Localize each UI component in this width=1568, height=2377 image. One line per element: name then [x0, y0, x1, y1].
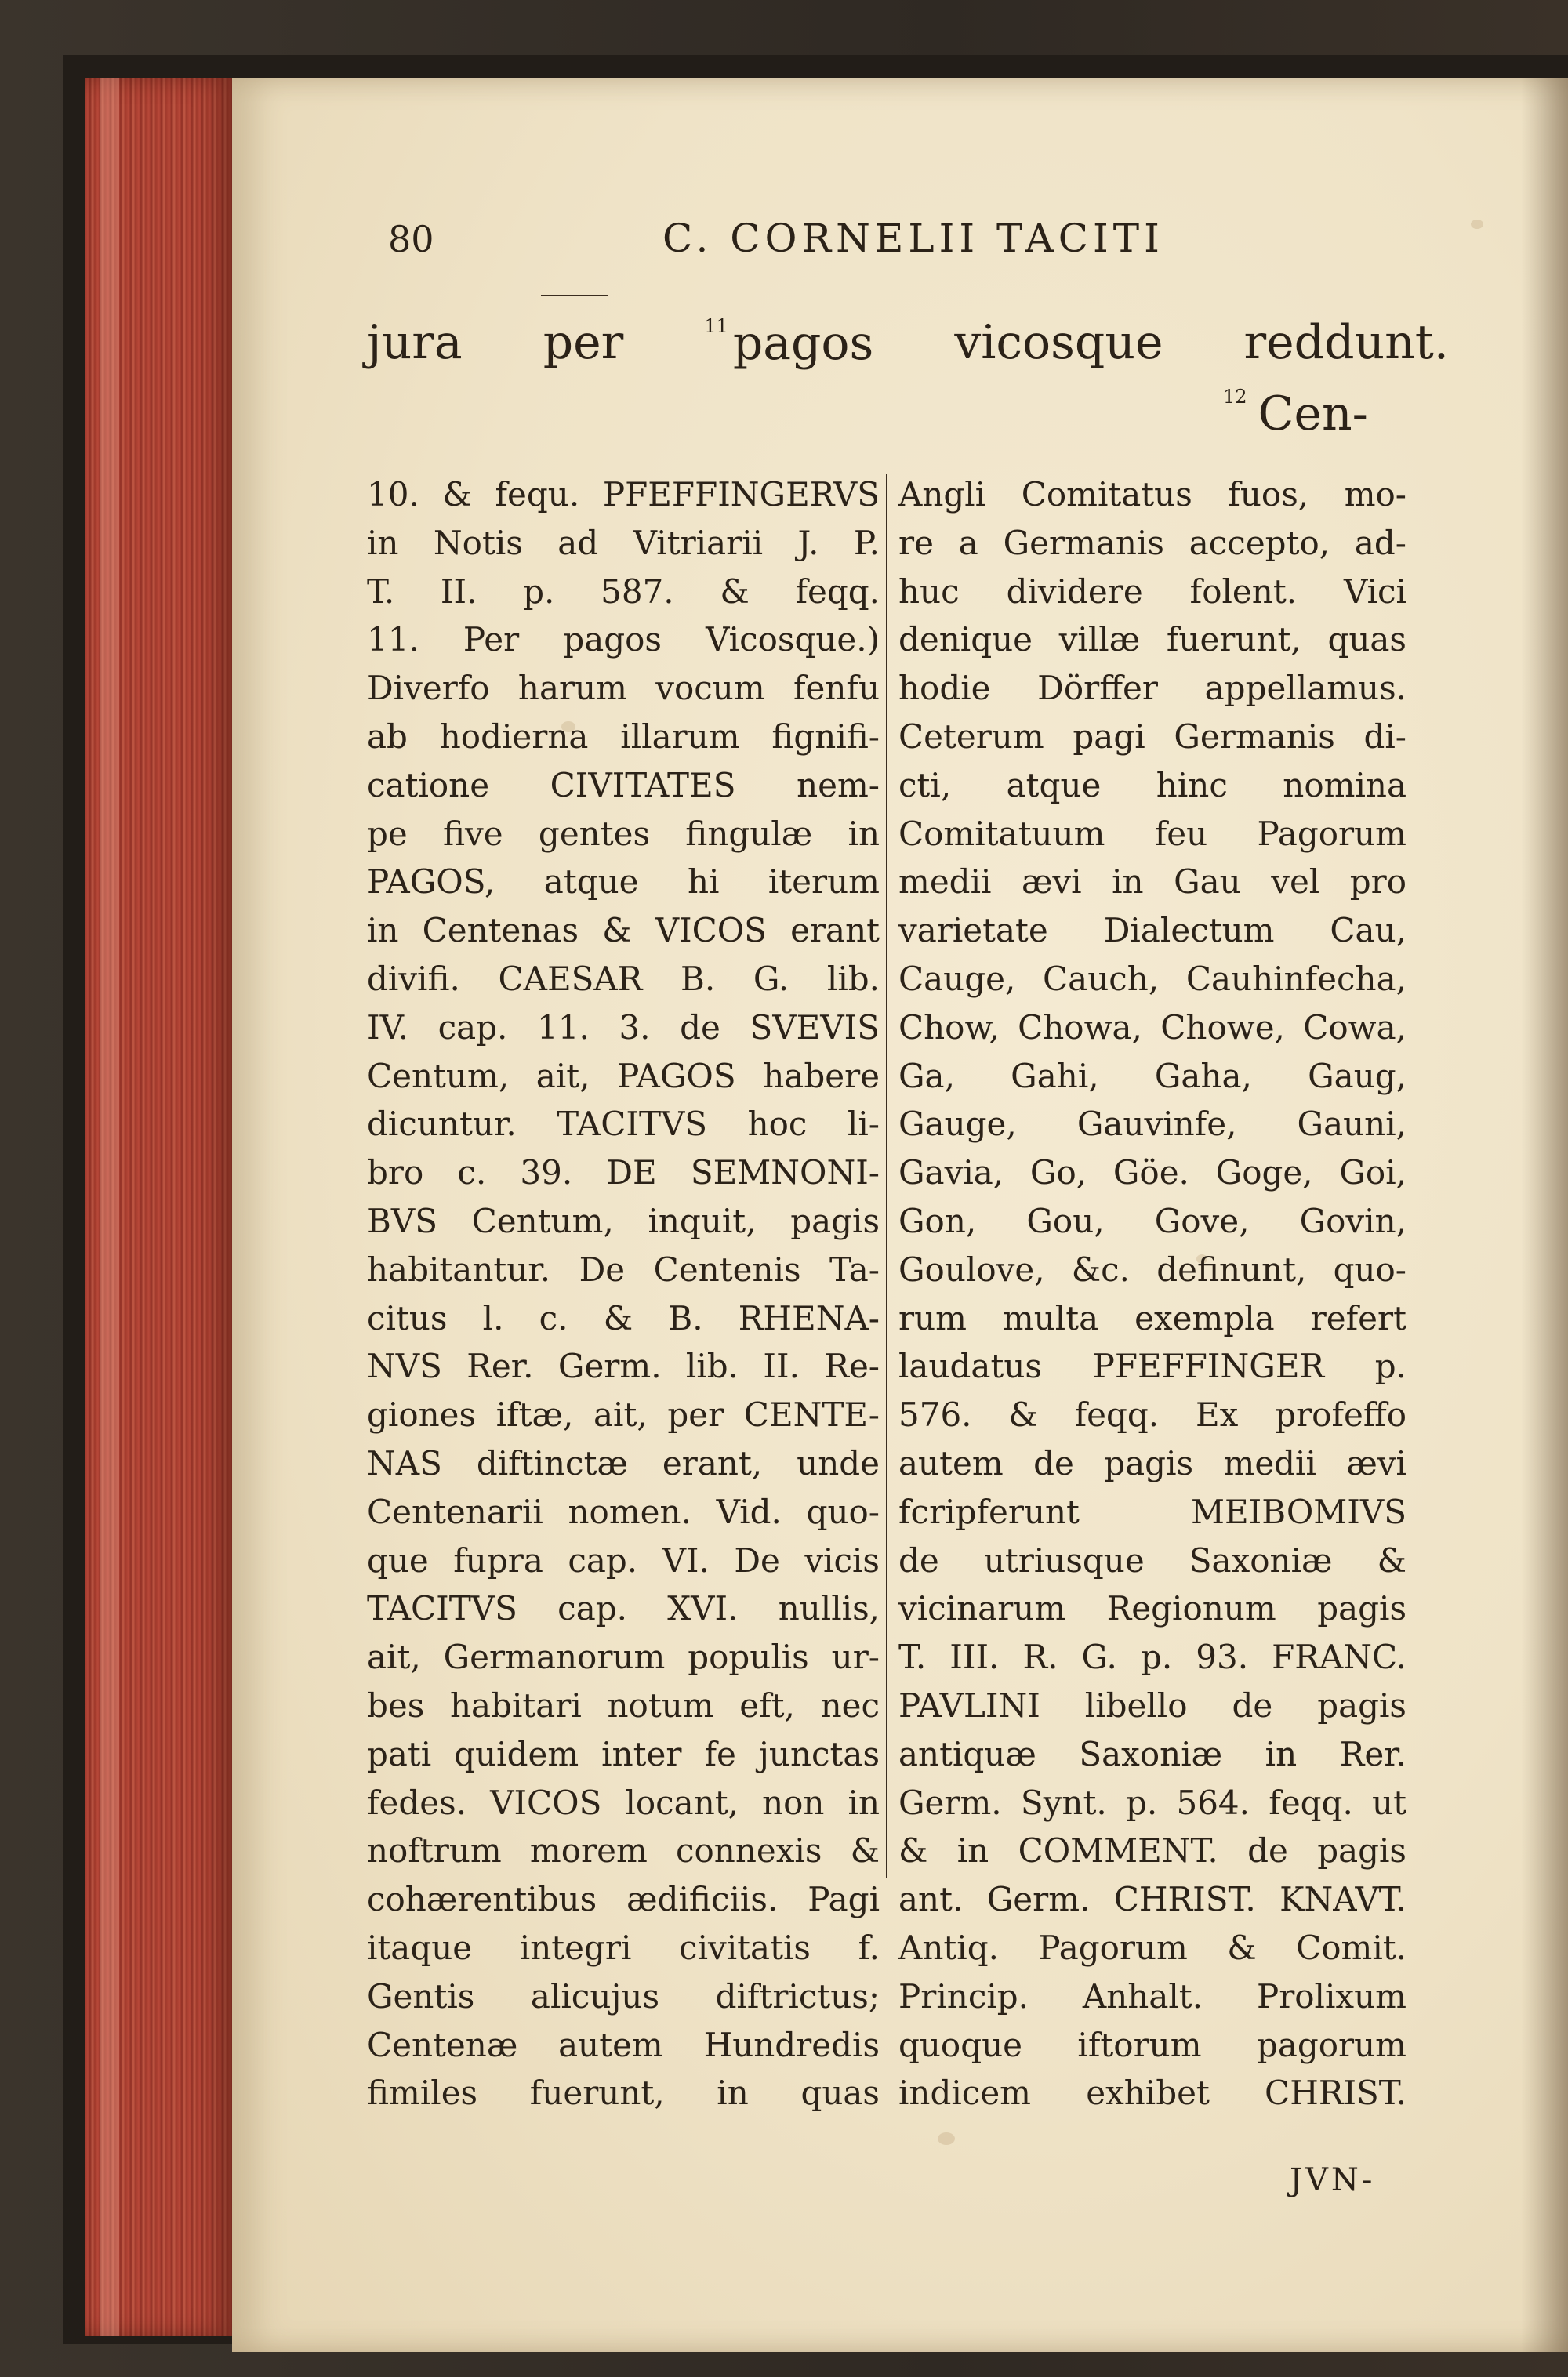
note-line: Antiq. Pagorum & Comit.: [898, 1928, 1406, 1967]
column-divider: [886, 474, 887, 1878]
note-line: ait, Germanorum populis ur-: [367, 1638, 880, 1677]
note-line: dicuntur. TACITVS hoc li-: [367, 1105, 880, 1144]
note-line: laudatus PFEFFINGER p.: [898, 1347, 1406, 1386]
note-line: Gon, Gou, Gove, Govin,: [898, 1201, 1406, 1240]
note-line: & in COMMENT. de pagis: [898, 1831, 1406, 1871]
main-word: jura: [367, 315, 463, 370]
notes-right-column: [898, 470, 1406, 2118]
note-line: re a Germanis accepto, ad-: [898, 523, 1406, 562]
note-line: medii ævi in Gau vel pro: [898, 862, 1406, 902]
header-rule: [541, 295, 608, 296]
note-line: 10. & fequ. PFEFFINGERVS: [367, 475, 880, 514]
note-line: pe five gentes fingulæ in: [367, 814, 880, 853]
page-number: 80: [388, 218, 434, 260]
note-reference: 11: [704, 315, 728, 337]
note-line: Princip. Anhalt. Prolixum: [898, 1976, 1406, 2016]
note-line: fcripferunt MEIBOMIVS: [898, 1492, 1406, 1531]
note-line: huc dividere folent. Vici: [898, 572, 1406, 611]
note-line: que fupra cap. VI. De vicis: [367, 1541, 880, 1580]
note-line: quoque iftorum pagorum: [898, 2025, 1406, 2064]
note-line: vicinarum Regionum pagis: [898, 1589, 1406, 1628]
note-line: ab hodierna illarum fignifi-: [367, 717, 880, 756]
running-head: C. CORNELII TACITI: [662, 216, 1164, 261]
main-word: Cen-: [1258, 386, 1368, 441]
note-line: 576. & feqq. Ex profeffo: [898, 1395, 1406, 1435]
note-line: catione CIVITATES nem-: [367, 765, 880, 804]
note-line: habitantur. De Centenis Ta-: [367, 1250, 880, 1289]
note-line: pati quidem inter fe junctas: [367, 1734, 880, 1773]
note-line: Cauge, Cauch, Cauhinfecha,: [898, 959, 1406, 998]
note-line: TACITVS cap. XVI. nullis,: [367, 1589, 880, 1628]
note-line: Gauge, Gauvinfe, Gauni,: [898, 1105, 1406, 1144]
note-line: fimiles fuerunt, in quas: [367, 2074, 880, 2113]
note-line: Diverfo harum vocum fenfu: [367, 669, 880, 708]
note-line: in Centenas & VICOS erant: [367, 911, 880, 950]
main-word: reddunt.: [1243, 315, 1449, 370]
note-line: Gavia, Go, Göe. Goge, Goi,: [898, 1153, 1406, 1192]
note-line: Ceterum pagi Germanis di-: [898, 717, 1406, 756]
note-line: hodie Dörffer appellamus.: [898, 669, 1406, 708]
note-line: T. III. R. G. p. 93. FRANC.: [898, 1638, 1406, 1677]
note-line: rum multa exempla refert: [898, 1298, 1406, 1337]
note-line: citus l. c. & B. RHENA-: [367, 1298, 880, 1337]
main-word-with-note: [704, 315, 873, 371]
note-line: cti, atque hinc nomina: [898, 765, 1406, 804]
note-line: Chow, Chowa, Chowe, Cowa,: [898, 1007, 1406, 1047]
main-word: vicosque: [954, 315, 1163, 370]
note-line: fedes. VICOS locant, non in: [367, 1783, 880, 1822]
note-line: ant. Germ. CHRIST. KNAVT.: [898, 1880, 1406, 1919]
note-line: itaque integri civitatis f.: [367, 1928, 880, 1967]
note-line: antiquæ Saxoniæ in Rer.: [898, 1734, 1406, 1773]
note-line: noftrum morem connexis &: [367, 1831, 880, 1871]
note-line: Ga, Gahi, Gaha, Gaug,: [898, 1056, 1406, 1095]
note-line: autem de pagis medii ævi: [898, 1443, 1406, 1482]
note-line: PAVLINI libello de pagis: [898, 1686, 1406, 1725]
note-line: BVS Centum, inquit, pagis: [367, 1201, 880, 1240]
note-line: T. II. p. 587. & feqq.: [367, 572, 880, 611]
note-line: Germ. Synt. p. 564. feqq. ut: [898, 1783, 1406, 1822]
note-line: in Notis ad Vitriarii J. P.: [367, 523, 880, 562]
note-line: giones iftæ, ait, per CENTE-: [367, 1395, 880, 1435]
note-line: 11. Per pagos Vicosque.): [367, 620, 880, 659]
note-line: Centenarii nomen. Vid. quo-: [367, 1492, 880, 1531]
note-line: bro c. 39. DE SEMNONI-: [367, 1153, 880, 1192]
note-line: divifi. CAESAR B. G. lib.: [367, 959, 880, 998]
note-line: bes habitari notum eft, nec: [367, 1686, 880, 1725]
note-line: de utriusque Saxoniæ &: [898, 1541, 1406, 1580]
note-line: cohærentibus ædificiis. Pagi: [367, 1880, 880, 1919]
note-line: NAS diftinctæ erant, unde: [367, 1443, 880, 1482]
main-word: per: [543, 315, 624, 370]
note-line: Comitatuum feu Pagorum: [898, 814, 1406, 853]
foxing-spot: [1471, 220, 1483, 229]
note-line: Centum, ait, PAGOS habere: [367, 1056, 880, 1095]
main-text-line-1: [367, 315, 1449, 371]
note-line: indicem exhibet CHRIST.: [898, 2074, 1406, 2113]
note-line: denique villæ fuerunt, quas: [898, 620, 1406, 659]
note-line: PAGOS, atque hi iterum: [367, 862, 880, 902]
main-text-line-2: [1223, 386, 1368, 441]
note-reference: 12: [1223, 386, 1247, 408]
note-line: Centenæ autem Hundredis: [367, 2025, 880, 2064]
main-word: pagos: [732, 316, 874, 371]
gutter-shadow: [1521, 78, 1568, 2352]
note-line: Goulove, &c. definunt, quo-: [898, 1250, 1406, 1289]
note-line: IV. cap. 11. 3. de SVEVIS: [367, 1007, 880, 1047]
foxing-spot: [938, 2132, 955, 2145]
notes-left-column: [367, 470, 880, 2118]
catchword: JVN-: [1290, 2162, 1376, 2198]
page-edge-highlight: [100, 78, 119, 2336]
note-line: Gentis alicujus diftrictus;: [367, 1976, 880, 2016]
note-line: varietate Dialectum Cau,: [898, 911, 1406, 950]
note-line: NVS Rer. Germ. lib. II. Re-: [367, 1347, 880, 1386]
note-line: Angli Comitatus fuos, mo-: [898, 475, 1406, 514]
